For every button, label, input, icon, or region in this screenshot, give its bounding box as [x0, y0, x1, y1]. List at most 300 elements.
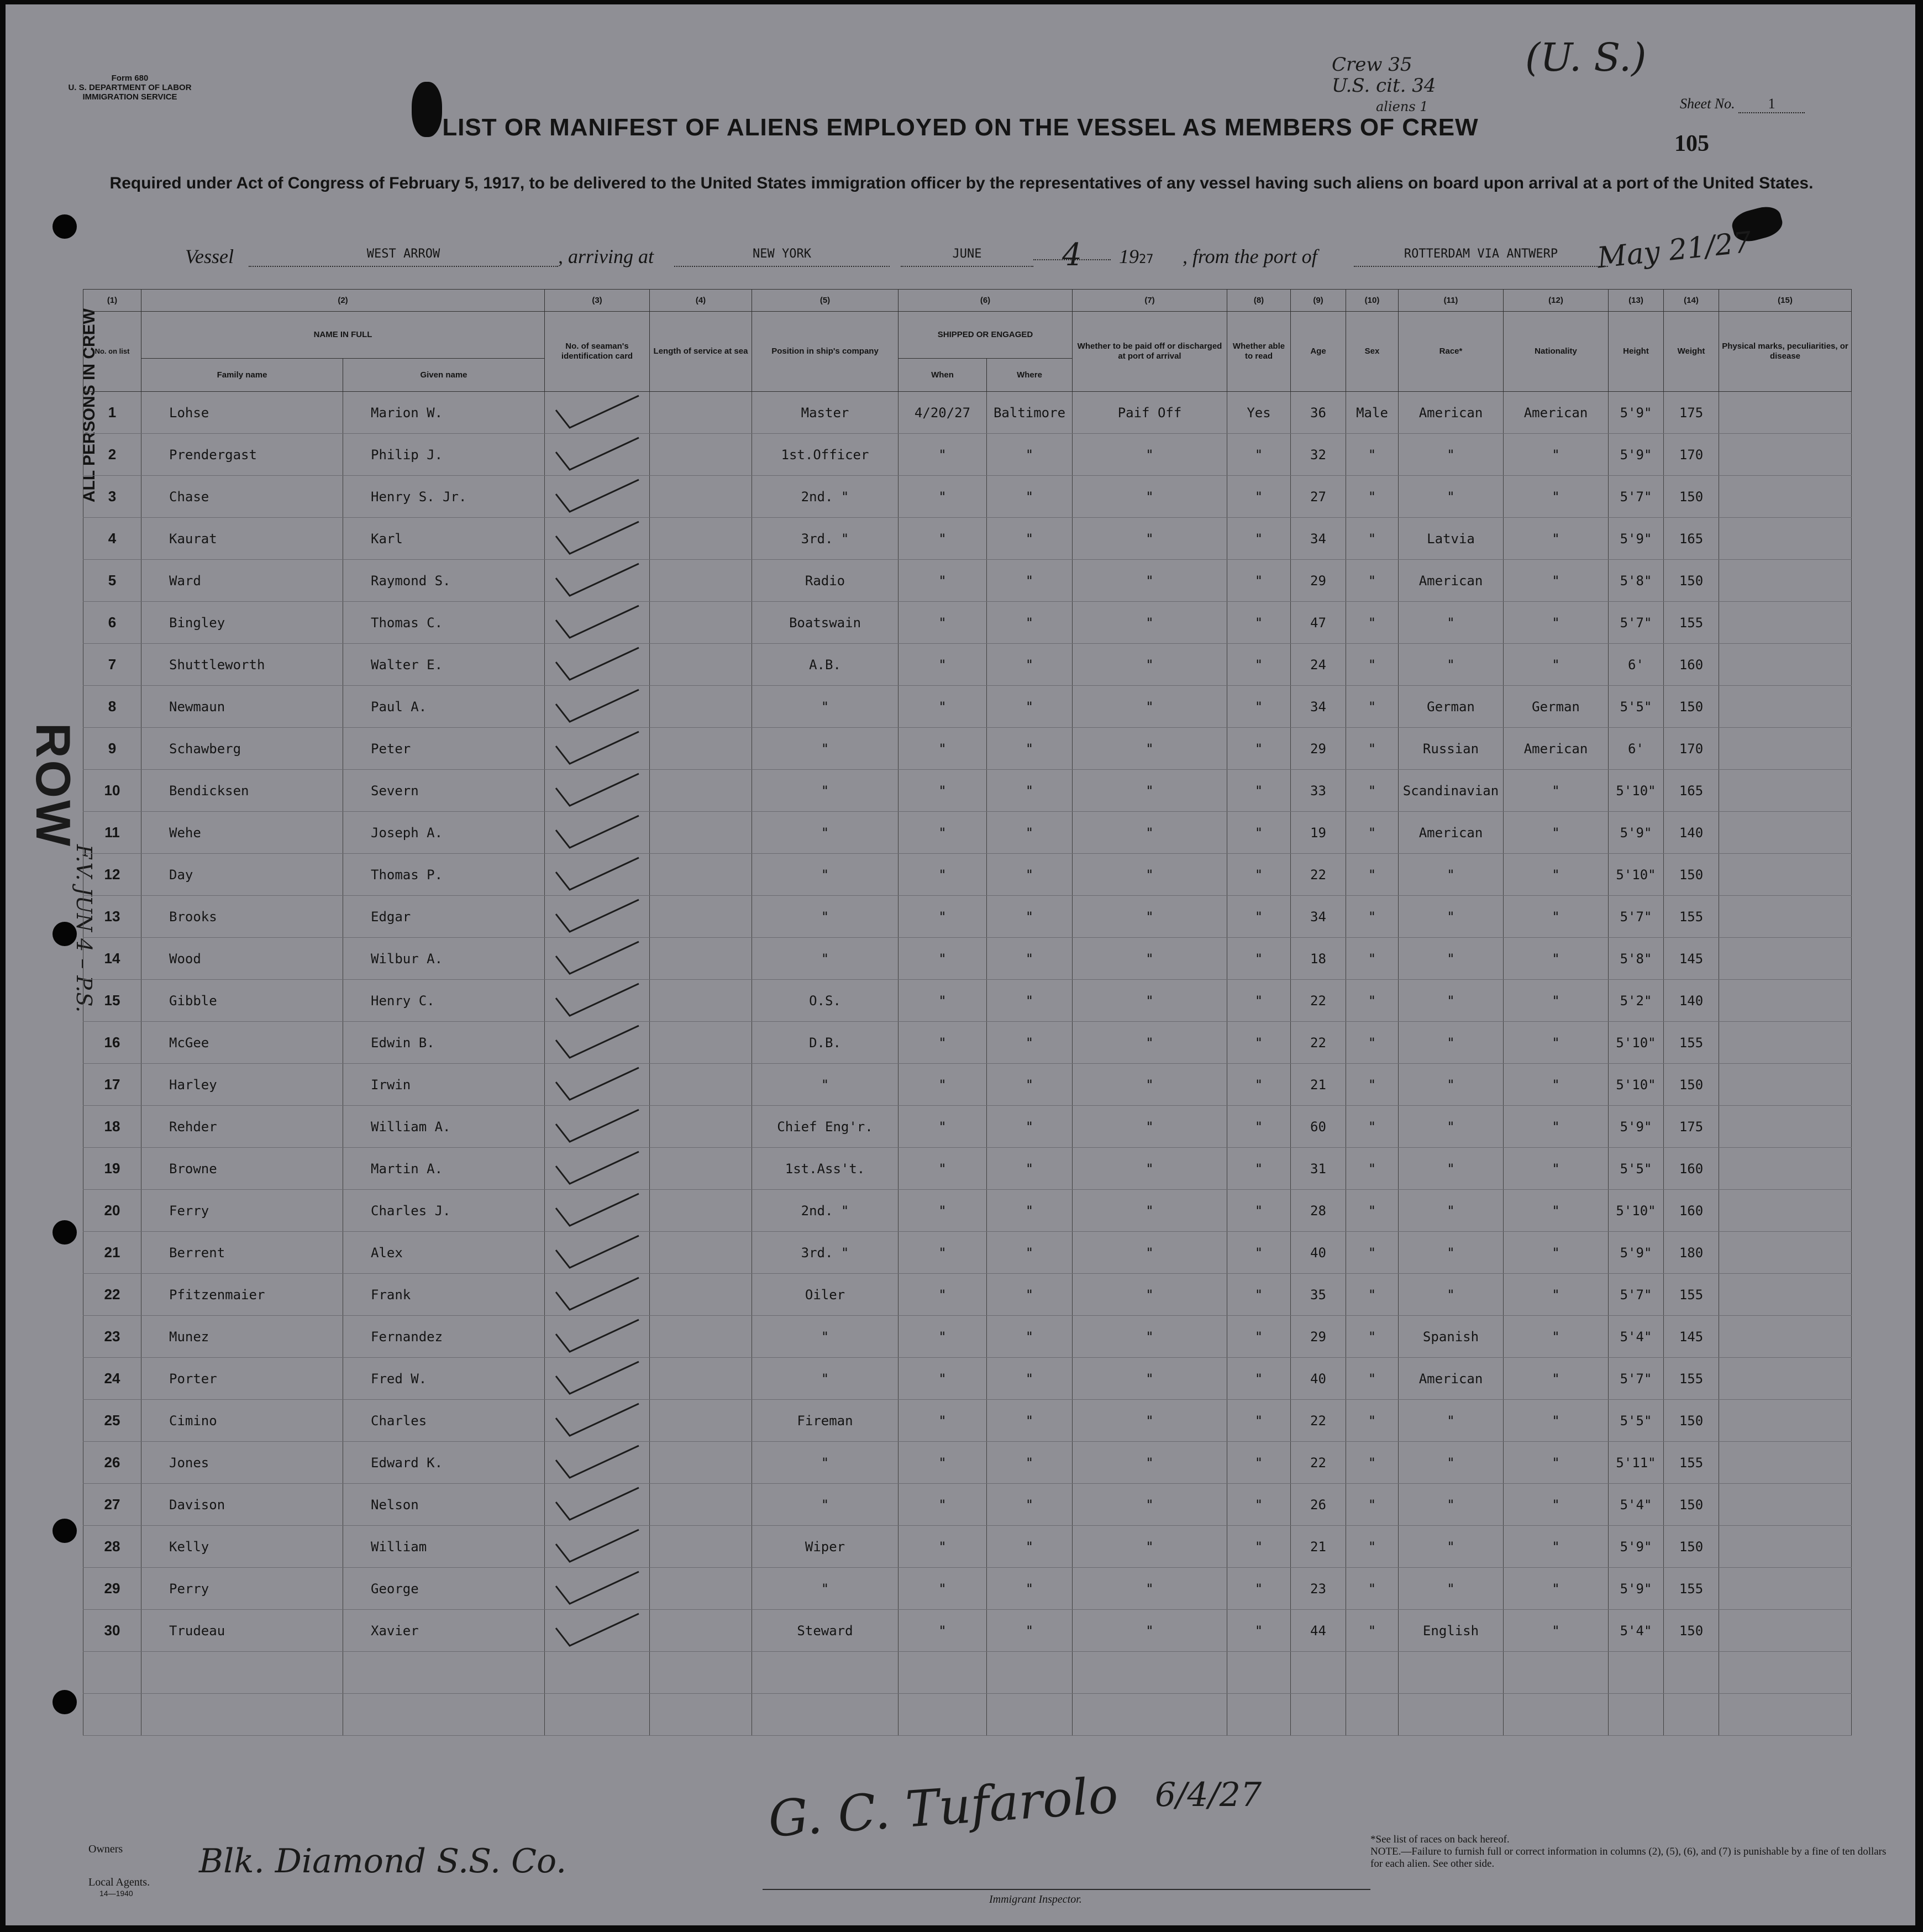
vessel-name: WEST ARROW	[249, 247, 558, 267]
shipped-when: "	[899, 1442, 987, 1484]
weight: 160	[1664, 644, 1719, 686]
margin-stamp: ROW	[26, 723, 81, 849]
row-number: 6	[83, 602, 141, 644]
race: "	[1399, 1526, 1504, 1568]
age: 60	[1291, 1106, 1346, 1148]
given-name: Paul A.	[343, 686, 545, 728]
check-mark-icon	[545, 1359, 650, 1398]
family-name: Berrent	[141, 1232, 343, 1274]
check-mark-icon	[545, 1401, 650, 1440]
race: "	[1399, 1106, 1504, 1148]
race: "	[1399, 980, 1504, 1022]
shipped-where: "	[987, 896, 1073, 938]
weight: 160	[1664, 1148, 1719, 1190]
shipped-when: "	[899, 1526, 987, 1568]
id-card-check	[545, 1106, 650, 1148]
position: O.S.	[752, 980, 899, 1022]
weight: 140	[1664, 980, 1719, 1022]
check-mark-icon	[545, 561, 650, 600]
col-num-9: (9)	[1291, 290, 1346, 312]
race: "	[1399, 602, 1504, 644]
header-name-in-full: NAME IN FULL	[141, 312, 545, 359]
family-name: Prendergast	[141, 434, 343, 476]
table-row	[83, 1022, 1852, 1064]
age: 29	[1291, 728, 1346, 770]
shipped-when: "	[899, 854, 987, 896]
position	[752, 1694, 899, 1736]
physical-marks	[1719, 1610, 1852, 1652]
race: "	[1399, 1274, 1504, 1316]
weight: 150	[1664, 1484, 1719, 1526]
id-card-check	[545, 1568, 650, 1610]
physical-marks	[1719, 1190, 1852, 1232]
check-mark-icon	[545, 435, 650, 474]
header-nationality: Nationality	[1504, 312, 1609, 392]
row-number: 2	[83, 434, 141, 476]
family-name: Newmaun	[141, 686, 343, 728]
row-number: 18	[83, 1106, 141, 1148]
paid-off: "	[1073, 1064, 1227, 1106]
given-name: Walter E.	[343, 644, 545, 686]
shipped-where: "	[987, 1274, 1073, 1316]
able-to-read: "	[1227, 518, 1291, 560]
weight: 150	[1664, 1400, 1719, 1442]
race: "	[1399, 1190, 1504, 1232]
height: 5'9"	[1609, 1526, 1664, 1568]
able-to-read: "	[1227, 644, 1291, 686]
able-to-read: Yes	[1227, 392, 1291, 434]
given-name: Raymond S.	[343, 560, 545, 602]
weight: 165	[1664, 518, 1719, 560]
shipped-when: "	[899, 812, 987, 854]
vessel-info-row	[6, 225, 1915, 275]
table-row	[83, 1526, 1852, 1568]
race: "	[1399, 896, 1504, 938]
check-mark-icon	[545, 729, 650, 768]
col-num-4: (4)	[650, 290, 752, 312]
check-mark-icon	[545, 1107, 650, 1146]
service-length	[650, 770, 752, 812]
shipped-where: "	[987, 560, 1073, 602]
shipped-where: "	[987, 1316, 1073, 1358]
shipped-when: "	[899, 770, 987, 812]
weight: 155	[1664, 1568, 1719, 1610]
header-weight: Weight	[1664, 312, 1719, 392]
check-mark-icon	[545, 813, 650, 852]
physical-marks	[1719, 1568, 1852, 1610]
age	[1291, 1652, 1346, 1694]
position: 2nd. "	[752, 476, 899, 518]
shipped-where: "	[987, 1568, 1073, 1610]
physical-marks	[1719, 476, 1852, 518]
service-length	[650, 1442, 752, 1484]
shipped-where: "	[987, 1232, 1073, 1274]
sex: "	[1346, 1442, 1399, 1484]
id-card-check	[545, 1694, 650, 1736]
family-name: Day	[141, 854, 343, 896]
paid-off: Paif Off	[1073, 392, 1227, 434]
sex: "	[1346, 686, 1399, 728]
punch-hole	[52, 1519, 77, 1543]
family-name: Shuttleworth	[141, 644, 343, 686]
family-name: Brooks	[141, 896, 343, 938]
race: "	[1399, 854, 1504, 896]
paid-off: "	[1073, 1148, 1227, 1190]
paid-off: "	[1073, 812, 1227, 854]
check-mark-icon	[545, 1569, 650, 1608]
race: "	[1399, 1064, 1504, 1106]
check-mark-icon	[545, 939, 650, 978]
vessel-label: Vessel	[185, 245, 234, 267]
nationality	[1504, 1694, 1609, 1736]
sex: "	[1346, 770, 1399, 812]
row-number: 14	[83, 938, 141, 980]
nationality: "	[1504, 1106, 1609, 1148]
id-card-check	[545, 1484, 650, 1526]
position: Steward	[752, 1610, 899, 1652]
family-name: Pfitzenmaier	[141, 1274, 343, 1316]
physical-marks	[1719, 518, 1852, 560]
family-name: McGee	[141, 1022, 343, 1064]
given-name: Frank	[343, 1274, 545, 1316]
shipped-where: "	[987, 1148, 1073, 1190]
shipped-when	[899, 1652, 987, 1694]
id-card-check	[545, 518, 650, 560]
manifest-page	[6, 4, 1915, 1925]
able-to-read: "	[1227, 476, 1291, 518]
shipped-when: "	[899, 1148, 987, 1190]
row-number: 15	[83, 980, 141, 1022]
age: 47	[1291, 602, 1346, 644]
weight	[1664, 1694, 1719, 1736]
position: Boatswain	[752, 602, 899, 644]
table-row	[83, 644, 1852, 686]
shipped-where: "	[987, 1022, 1073, 1064]
shipped-when: "	[899, 434, 987, 476]
family-name: Kaurat	[141, 518, 343, 560]
col-num-1: (1)	[83, 290, 141, 312]
weight: 150	[1664, 476, 1719, 518]
shipped-where: "	[987, 770, 1073, 812]
age: 29	[1291, 560, 1346, 602]
id-card-check	[545, 1064, 650, 1106]
position: "	[752, 1484, 899, 1526]
able-to-read: "	[1227, 854, 1291, 896]
handwritten-date: May 21/27	[1595, 225, 1753, 275]
nationality: "	[1504, 1148, 1609, 1190]
col-num-5: (5)	[752, 290, 899, 312]
race: "	[1399, 1442, 1504, 1484]
position: "	[752, 728, 899, 770]
given-name: Edward K.	[343, 1442, 545, 1484]
inspector-signature: G. C. Tufarolo	[766, 1766, 1120, 1849]
position: Wiper	[752, 1526, 899, 1568]
able-to-read: "	[1227, 434, 1291, 476]
header-given-name: Given name	[343, 359, 545, 392]
header-when: When	[899, 359, 987, 392]
physical-marks	[1719, 1232, 1852, 1274]
arrival-year	[1119, 245, 1154, 268]
id-card-check	[545, 1190, 650, 1232]
age: 18	[1291, 938, 1346, 980]
shipped-when: "	[899, 476, 987, 518]
paid-off: "	[1073, 770, 1227, 812]
sex: "	[1346, 1148, 1399, 1190]
height: 5'9"	[1609, 434, 1664, 476]
family-name: Ward	[141, 560, 343, 602]
family-name: Wood	[141, 938, 343, 980]
empty-row	[83, 1652, 1852, 1694]
height: 5'8"	[1609, 560, 1664, 602]
id-card-check	[545, 728, 650, 770]
age: 22	[1291, 854, 1346, 896]
table-row	[83, 1148, 1852, 1190]
shipped-where: "	[987, 518, 1073, 560]
shipped-where: "	[987, 938, 1073, 980]
age: 34	[1291, 686, 1346, 728]
height: 5'9"	[1609, 392, 1664, 434]
family-name: Perry	[141, 1568, 343, 1610]
position: "	[752, 938, 899, 980]
nationality: "	[1504, 560, 1609, 602]
given-name: Marion W.	[343, 392, 545, 434]
age: 27	[1291, 476, 1346, 518]
paid-off: "	[1073, 1400, 1227, 1442]
punch-hole	[52, 1690, 77, 1714]
check-mark-icon	[545, 1023, 650, 1062]
sex: "	[1346, 644, 1399, 686]
col-num-15: (15)	[1719, 290, 1852, 312]
race	[1399, 1694, 1504, 1736]
nationality: "	[1504, 1526, 1609, 1568]
shipped-when: "	[899, 1274, 987, 1316]
weight: 155	[1664, 1022, 1719, 1064]
height: 5'10"	[1609, 770, 1664, 812]
row-number	[83, 1652, 141, 1694]
sex: "	[1346, 728, 1399, 770]
col-num-14: (14)	[1664, 290, 1719, 312]
family-name: Bendicksen	[141, 770, 343, 812]
shipped-when: "	[899, 728, 987, 770]
manifest-title: LIST OR MANIFEST OF ALIENS EMPLOYED ON THE VESSEL AS MEMBERS OF CREW	[442, 114, 1479, 141]
table-row	[83, 770, 1852, 812]
family-name: Schawberg	[141, 728, 343, 770]
race: "	[1399, 1484, 1504, 1526]
given-name: Fred W.	[343, 1358, 545, 1400]
family-name: Trudeau	[141, 1610, 343, 1652]
shipped-when: "	[899, 1610, 987, 1652]
able-to-read: "	[1227, 686, 1291, 728]
table-row	[83, 392, 1852, 434]
nationality: "	[1504, 1022, 1609, 1064]
agents-label: Local Agents.	[88, 1876, 150, 1888]
race: "	[1399, 1148, 1504, 1190]
arrival-day: 4	[1033, 237, 1111, 260]
race: Russian	[1399, 728, 1504, 770]
height: 5'7"	[1609, 1274, 1664, 1316]
id-card-check	[545, 1148, 650, 1190]
table-row	[83, 1316, 1852, 1358]
family-name: Jones	[141, 1442, 343, 1484]
row-number: 25	[83, 1400, 141, 1442]
service-length	[650, 644, 752, 686]
nationality: American	[1504, 392, 1609, 434]
position: Chief Eng'r.	[752, 1106, 899, 1148]
nationality: "	[1504, 1400, 1609, 1442]
service-length	[650, 1610, 752, 1652]
nationality: "	[1504, 938, 1609, 980]
footnote-penalty: NOTE.—Failure to furnish full or correct information in columns (2), (5), (6), and (7) is punishable by a fine of ten dollars for each alien. See other side.	[1370, 1846, 1887, 1870]
weight: 150	[1664, 560, 1719, 602]
check-mark-icon	[545, 1317, 650, 1356]
weight: 175	[1664, 1106, 1719, 1148]
form-service: IMMIGRATION SERVICE	[82, 92, 177, 102]
age: 34	[1291, 896, 1346, 938]
sex: "	[1346, 1106, 1399, 1148]
signature-date: 6/4/27	[1155, 1776, 1262, 1814]
shipped-when: "	[899, 896, 987, 938]
service-length	[650, 1232, 752, 1274]
nationality: "	[1504, 602, 1609, 644]
physical-marks	[1719, 938, 1852, 980]
form-department: U. S. DEPARTMENT OF LABOR	[68, 83, 192, 92]
row-number: 1	[83, 392, 141, 434]
given-name: Thomas C.	[343, 602, 545, 644]
shipped-where: "	[987, 686, 1073, 728]
shipped-when: "	[899, 602, 987, 644]
row-number: 12	[83, 854, 141, 896]
race: "	[1399, 1568, 1504, 1610]
able-to-read: "	[1227, 1106, 1291, 1148]
physical-marks	[1719, 1064, 1852, 1106]
family-name: Harley	[141, 1064, 343, 1106]
service-length	[650, 1106, 752, 1148]
physical-marks	[1719, 1694, 1852, 1736]
footnote-races: *See list of races on back hereof.	[1370, 1834, 1510, 1845]
weight: 155	[1664, 1274, 1719, 1316]
table-row	[83, 812, 1852, 854]
height: 5'9"	[1609, 812, 1664, 854]
header-height: Height	[1609, 312, 1664, 392]
manifest-subtitle: Required under Act of Congress of February 5, 1917, to be delivered to the United States immigration officer by the representatives of any vessel having such aliens on board upon arrival at a port of the United States.	[109, 174, 1814, 192]
family-name: Kelly	[141, 1526, 343, 1568]
weight: 150	[1664, 854, 1719, 896]
sex: "	[1346, 1358, 1399, 1400]
age	[1291, 1694, 1346, 1736]
shipped-where: "	[987, 812, 1073, 854]
paid-off: "	[1073, 602, 1227, 644]
sex: "	[1346, 476, 1399, 518]
age: 35	[1291, 1274, 1346, 1316]
col-num-3: (3)	[545, 290, 650, 312]
physical-marks	[1719, 1400, 1852, 1442]
shipped-when: "	[899, 560, 987, 602]
race: "	[1399, 938, 1504, 980]
table-row	[83, 938, 1852, 980]
shipped-where: "	[987, 1190, 1073, 1232]
paid-off: "	[1073, 1274, 1227, 1316]
physical-marks	[1719, 1526, 1852, 1568]
service-length	[650, 1694, 752, 1736]
given-name: George	[343, 1568, 545, 1610]
service-length	[650, 1358, 752, 1400]
family-name: Porter	[141, 1358, 343, 1400]
physical-marks	[1719, 1106, 1852, 1148]
shipped-when: 4/20/27	[899, 392, 987, 434]
local-agent-value: Blk. Diamond S.S. Co.	[199, 1842, 567, 1881]
id-card-check	[545, 644, 650, 686]
nationality: "	[1504, 644, 1609, 686]
table-row	[83, 1232, 1852, 1274]
header-no: No. on list	[83, 312, 141, 392]
able-to-read: "	[1227, 896, 1291, 938]
sheet-number-label	[1680, 96, 1805, 113]
position: "	[752, 812, 899, 854]
shipped-when: "	[899, 1484, 987, 1526]
given-name: Fernandez	[343, 1316, 545, 1358]
crew-note-citizens: U.S. cit. 34	[1332, 75, 1436, 97]
sheet-number: 1	[1738, 96, 1805, 113]
nationality: "	[1504, 854, 1609, 896]
id-card-check	[545, 476, 650, 518]
given-name: Edwin B.	[343, 1022, 545, 1064]
height: 5'5"	[1609, 686, 1664, 728]
from-port: ROTTERDAM VIA ANTWERP	[1354, 247, 1608, 267]
height: 5'4"	[1609, 1610, 1664, 1652]
row-number: 22	[83, 1274, 141, 1316]
age: 22	[1291, 980, 1346, 1022]
age: 34	[1291, 518, 1346, 560]
able-to-read: "	[1227, 938, 1291, 980]
able-to-read: "	[1227, 1148, 1291, 1190]
weight: 150	[1664, 1610, 1719, 1652]
nationality: "	[1504, 1316, 1609, 1358]
paid-off: "	[1073, 518, 1227, 560]
id-card-check	[545, 812, 650, 854]
position: Radio	[752, 560, 899, 602]
row-number: 20	[83, 1190, 141, 1232]
family-name	[141, 1694, 343, 1736]
row-number: 24	[83, 1358, 141, 1400]
physical-marks	[1719, 1652, 1852, 1694]
service-length	[650, 392, 752, 434]
service-length	[650, 602, 752, 644]
sex: "	[1346, 1484, 1399, 1526]
nationality: "	[1504, 1190, 1609, 1232]
arrival-port: NEW YORK	[674, 247, 890, 267]
position: "	[752, 1316, 899, 1358]
page-number: 105	[1674, 131, 1709, 156]
able-to-read: "	[1227, 980, 1291, 1022]
footnote	[1370, 1834, 1901, 1870]
able-to-read: "	[1227, 1190, 1291, 1232]
able-to-read: "	[1227, 1232, 1291, 1274]
height	[1609, 1694, 1664, 1736]
race: American	[1399, 392, 1504, 434]
height: 5'9"	[1609, 1568, 1664, 1610]
sex: "	[1346, 602, 1399, 644]
given-name: Edgar	[343, 896, 545, 938]
paid-off: "	[1073, 1484, 1227, 1526]
shipped-when: "	[899, 644, 987, 686]
id-card-check	[545, 1232, 650, 1274]
header-service: Length of service at sea	[650, 312, 752, 392]
shipped-where: "	[987, 854, 1073, 896]
height: 5'2"	[1609, 980, 1664, 1022]
weight: 170	[1664, 728, 1719, 770]
position: 2nd. "	[752, 1190, 899, 1232]
family-name: Rehder	[141, 1106, 343, 1148]
